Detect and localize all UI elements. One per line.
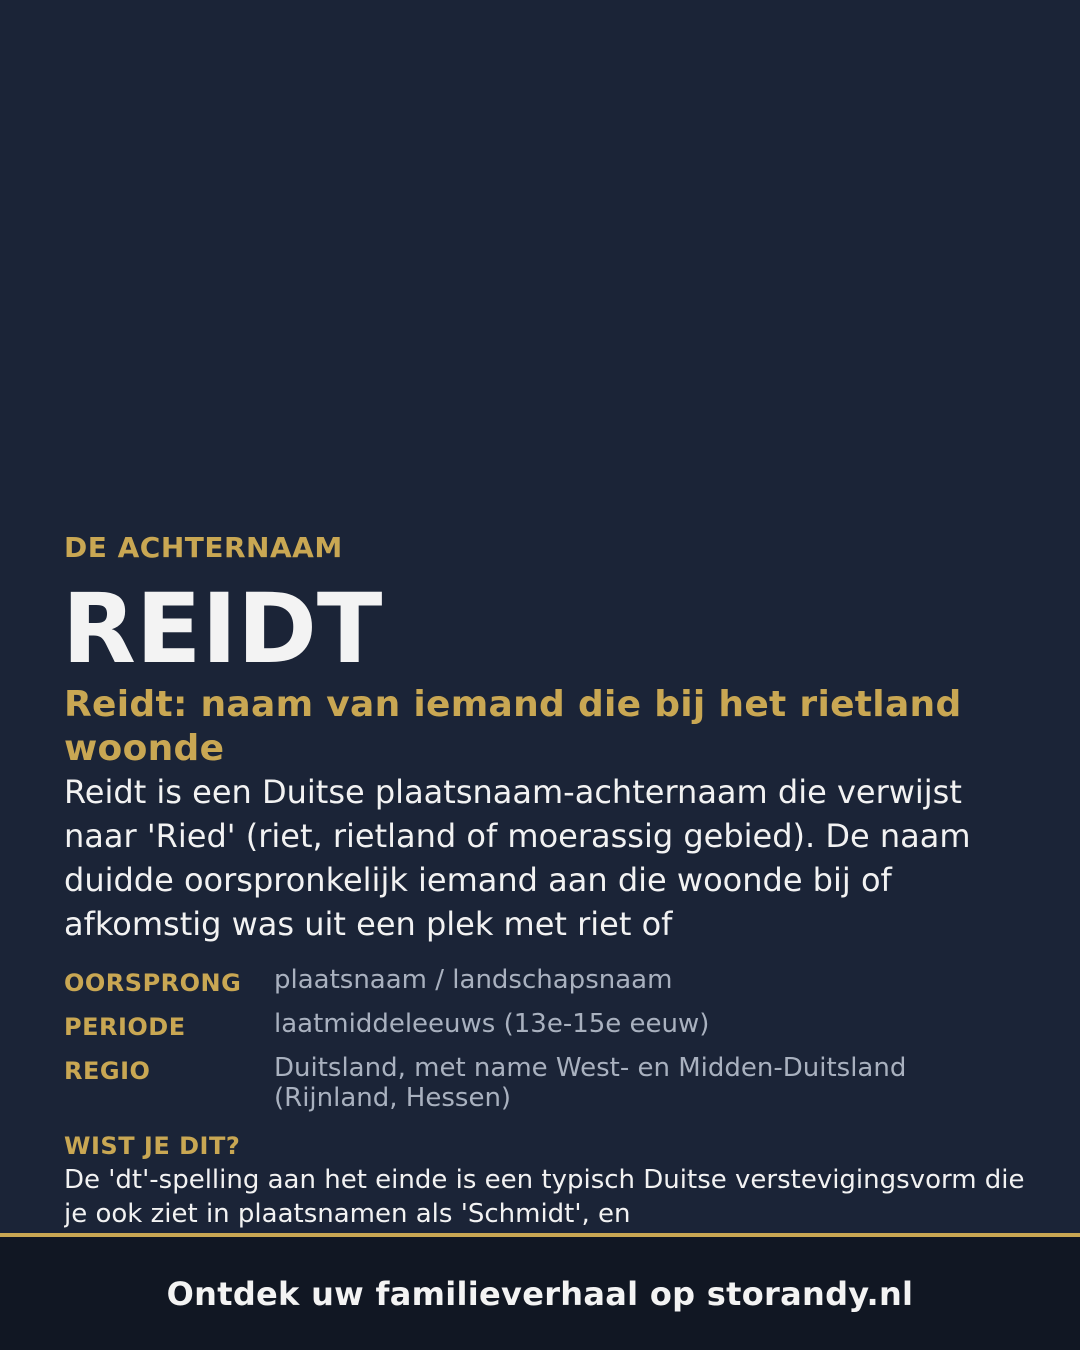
surname-subtitle: Reidt: naam van iemand die bij het rietland woonde: [64, 684, 962, 769]
did-you-know-text: De 'dt'-spelling aan het einde is een typisch Duitse verstevigingsvorm die je ook ziet in plaatsnamen als 'Schmidt', en: [64, 1165, 1025, 1229]
fact-label: REGIO: [64, 1057, 151, 1085]
did-you-know-container: [64, 1163, 1034, 1233]
fact-row-oorsprong: [64, 963, 1024, 1007]
fact-row-regio: [64, 1051, 1024, 1123]
description-container: [64, 770, 1034, 946]
description-text: Reidt is een Duitse plaatsnaam-achternaam die verwijst naar 'Ried' (riet, rietland of moerassig gebied). De naam duidde oorspronkelijk iemand aan die woonde bij of afkomstig was uit een plek met riet of: [64, 773, 971, 943]
eyebrow-label: DE ACHTERNAAM: [64, 531, 343, 564]
fact-value: plaatsnaam / landschapsnaam: [274, 965, 673, 995]
fact-value: Duitsland, met name West- en Midden-Duitsland (Rijnland, Hessen): [274, 1053, 907, 1113]
did-you-know-label: WIST JE DIT?: [64, 1132, 241, 1160]
fact-value: laatmiddeleeuws (13e-15e eeuw): [274, 1009, 710, 1039]
fact-label: OORSPRONG: [64, 969, 242, 997]
fact-row-periode: [64, 1007, 1024, 1051]
surname-title: REIDT: [62, 573, 383, 685]
footer-cta: Ontdek uw familieverhaal op storandy.nl: [166, 1274, 914, 1313]
facts-list: [64, 963, 1024, 1123]
footer-bar: [0, 1237, 1080, 1350]
fact-label: PERIODE: [64, 1013, 186, 1041]
